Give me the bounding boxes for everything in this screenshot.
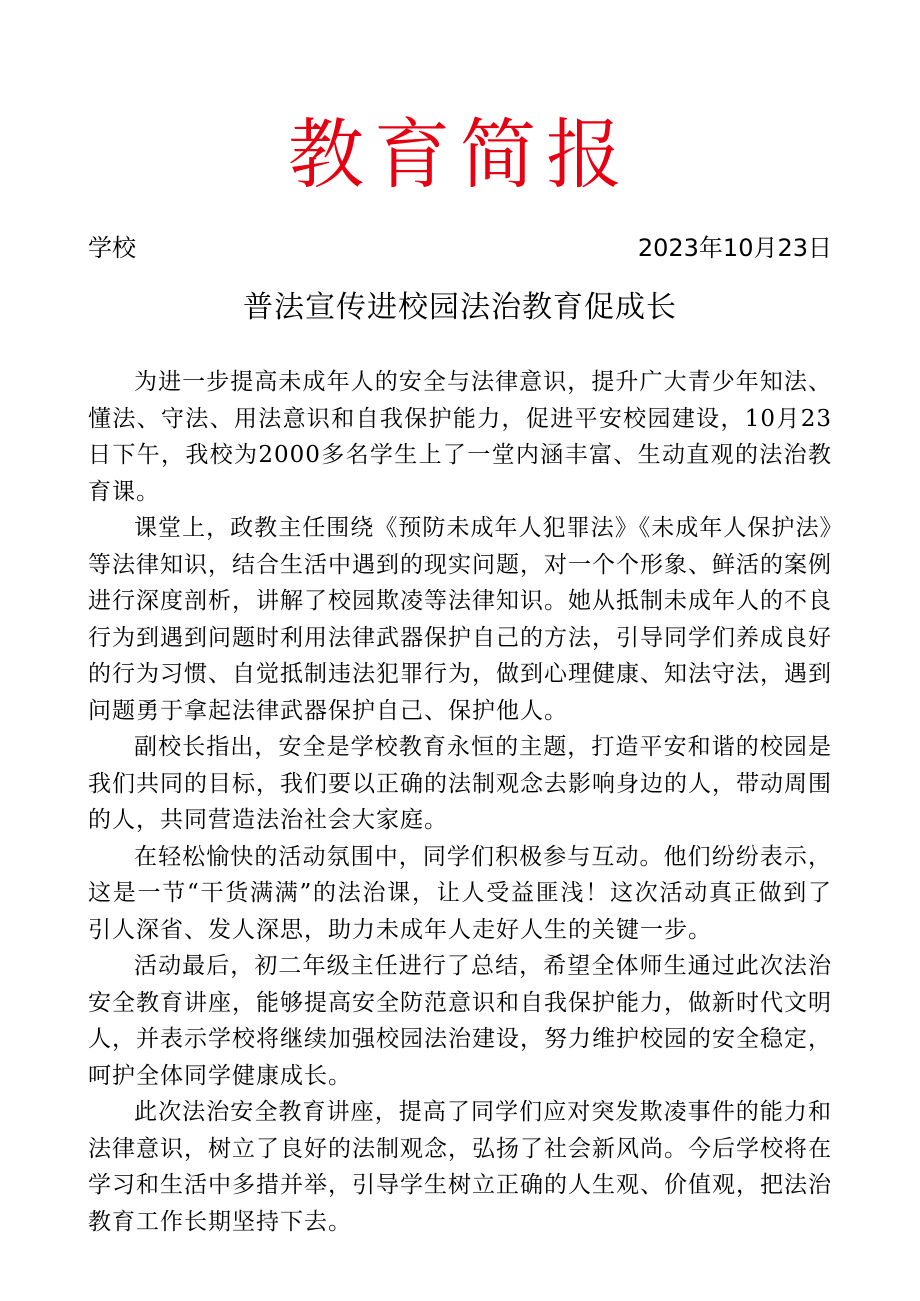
article-paragraph: 活动最后，初二年级主任进行了总结，希望全体师生通过此次法治安全教育讲座，能够提高安全防范意识和自我保护能力，做新时代文明人，并表示学校将继续加强校园法治建设，努力维护校园的安全稳定，呵护全体同学健康成长。 bbox=[88, 953, 832, 1089]
article-paragraph: 课堂上，政教主任围绕《预防未成年人犯罪法》《未成年人保护法》等法律知识，结合生活中遇到的现实问题，对一个个形象、鲜活的案例进行深度剖析，讲解了校园欺凌等法律知识。她从抵制未成年人的不良行为到遇到问题时利用法律武器保护自己的方法，引导同学们养成良好的行为习惯、自觉抵制违法犯罪行为，做到心理健康、知法守法，遇到问题勇于拿起法律武器保护自己、保护他人。 bbox=[88, 515, 832, 724]
article-headline: 普法宣传进校园法治教育促成长 bbox=[243, 290, 677, 325]
article-paragraph: 此次法治安全教育讲座，提高了同学们应对突发欺凌事件的能力和法律意识，树立了良好的法制观念，弘扬了社会新风尚。今后学校将在学习和生活中多措并举，引导学生树立正确的人生观、价值观，把法治教育工作长期坚持下去。 bbox=[88, 1099, 832, 1235]
school-label: 学校 bbox=[88, 234, 136, 262]
article-paragraph: 在轻松愉快的活动氛围中，同学们积极参与互动。他们纷纷表示，这是一节“干货满满”的法治课，让人受益匪浅！这次活动真正做到了引人深省、发人深思，助力未成年人走好人生的关键一步。 bbox=[88, 843, 832, 943]
newsletter-masthead: 教育简报 bbox=[288, 110, 632, 199]
article-paragraph: 副校长指出，安全是学校教育永恒的主题，打造平安和谐的校园是我们共同的目标，我们要以正确的法制观念去影响身边的人，带动周围的人，共同营造法治社会大家庭。 bbox=[88, 734, 832, 833]
article-paragraph: 为进一步提高未成年人的安全与法律意识，提升广大青少年知法、懂法、守法、用法意识和自我保护能力，促进平安校园建设，10月23日下午，我校为2000多名学生上了一堂内涵丰富、生动直观的法治教育课。 bbox=[88, 369, 832, 505]
article-body bbox=[88, 364, 832, 1240]
meta-row bbox=[88, 230, 832, 266]
issue-date: 2023年10月23日 bbox=[637, 234, 832, 262]
